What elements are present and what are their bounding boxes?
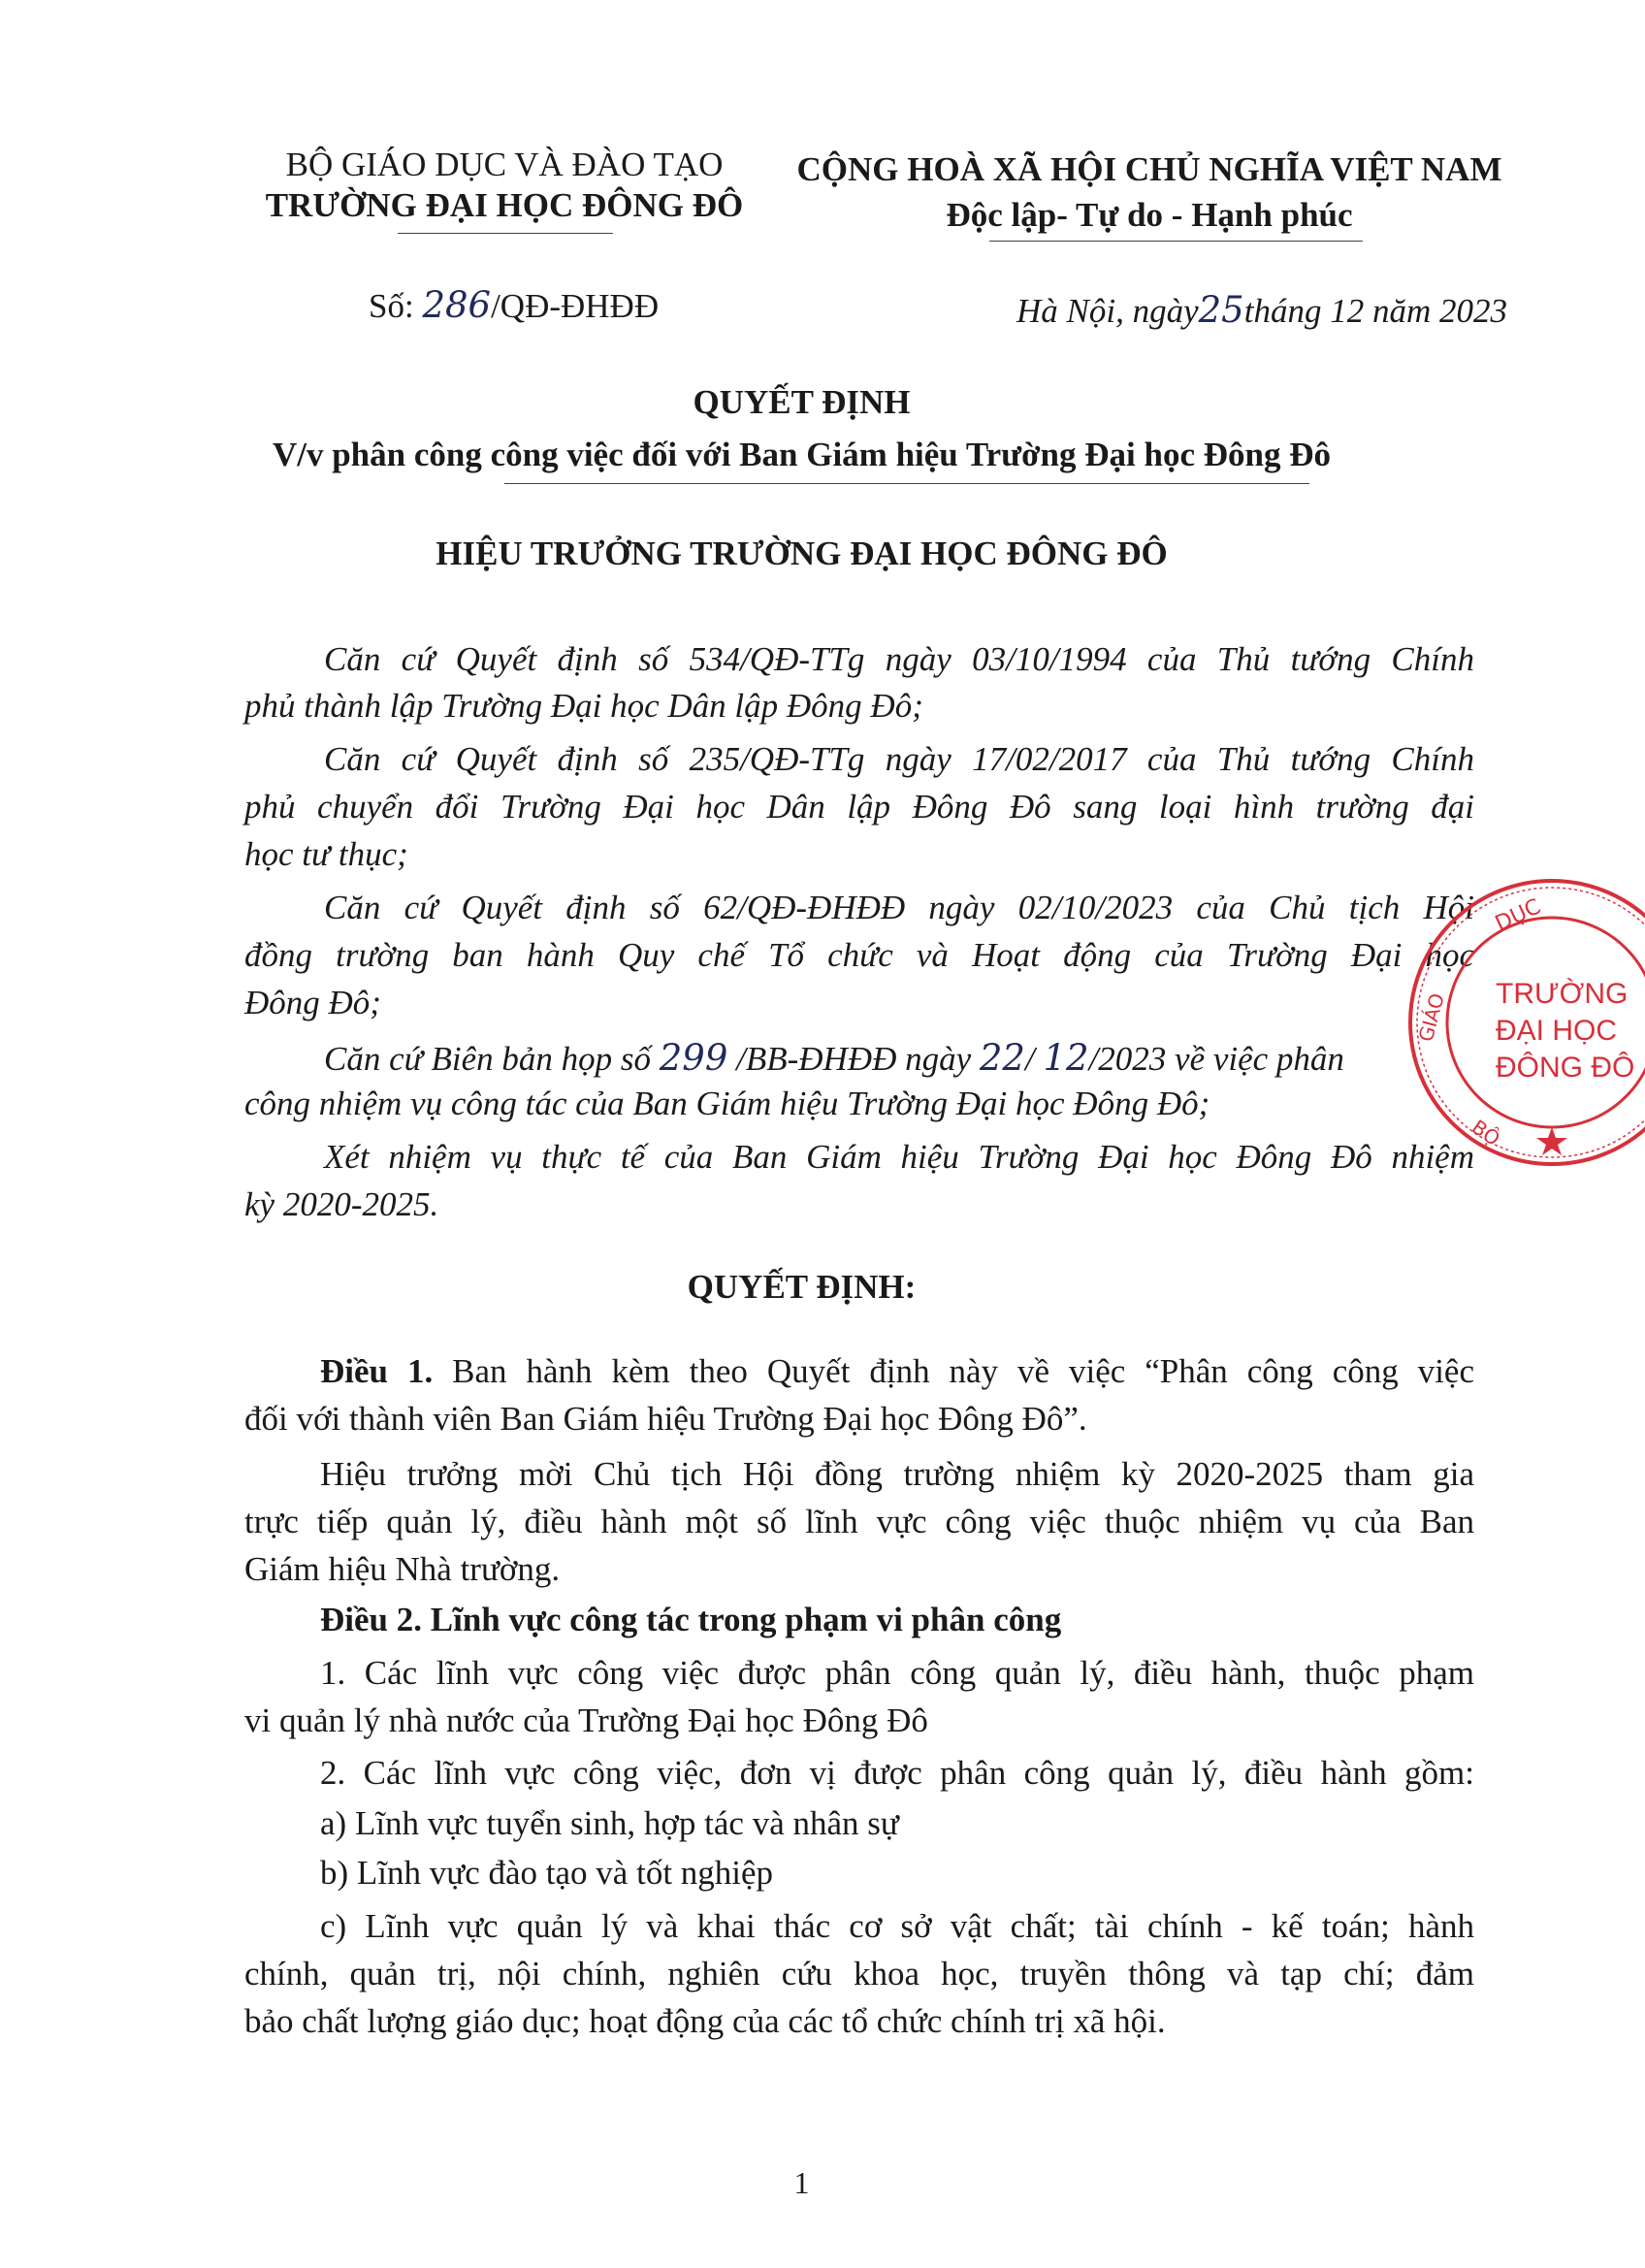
article-2-item-c-line-1: c) Lĩnh vực quản lý và khai thác cơ sở vật chất; tài chính - kế toán; hành — [320, 1907, 1474, 1945]
p4-month-handwritten: 12 — [1043, 1037, 1089, 1079]
p4-day-handwritten: 22 — [979, 1037, 1025, 1079]
preamble-2-line-1: Căn cứ Quyết định số 235/QĐ-TTg ngày 17/02/2017 của Thủ tướng Chính — [324, 740, 1474, 778]
seal-top-text: DỤC — [1491, 894, 1545, 937]
preamble-2-line-3: học tư thục; — [244, 835, 408, 873]
seal-bottom-text: BỘ — [1468, 1115, 1505, 1150]
school-seal-stamp — [1403, 873, 1645, 1172]
national-motto: Độc lập- Tự do - Hạnh phúc — [946, 196, 1353, 234]
article-1b-line-3: Giám hiệu Nhà trường. — [244, 1550, 561, 1588]
document-date — [1016, 289, 1507, 331]
preamble-5-line-1: Xét nhiệm vụ thực tế của Ban Giám hiệu Trường Đại học Đông Đô nhiệm — [324, 1138, 1474, 1176]
article-2-item-a: a) Lĩnh vực tuyển sinh, hợp tác và nhân sự — [320, 1804, 899, 1842]
number-handwritten: 286 — [422, 284, 492, 326]
date-suffix: tháng 12 năm 2023 — [1243, 292, 1507, 330]
school-underline — [398, 233, 613, 234]
article-1b-line-1: Hiệu trưởng mời Chủ tịch Hội đồng trường nhiệm kỳ 2020-2025 tham gia — [320, 1455, 1474, 1493]
article-2-item-1-line-1: 1. Các lĩnh vực công việc được phân công quản lý, điều hành, thuộc phạm — [320, 1654, 1474, 1692]
article-2-item-c-line-2: chính, quản trị, nội chính, nghiên cứu khoa học, truyền thông và tạp chí; đảm — [244, 1955, 1474, 1993]
subject-underline — [504, 483, 1309, 484]
seal-line-2: ĐẠI HỌC — [1496, 1015, 1618, 1047]
p4-text-a: Căn cứ Biên bản họp số — [324, 1040, 660, 1078]
seal-star-icon — [1536, 1127, 1567, 1155]
date-day-handwritten: 25 — [1198, 289, 1244, 331]
article-1b-line-2: trực tiếp quản lý, điều hành một số lĩnh vực công việc thuộc nhiệm vụ của Ban — [244, 1503, 1474, 1540]
seal-line-1: TRƯỜNG — [1496, 978, 1629, 1010]
p4-text-d: /2023 về việc phân — [1088, 1040, 1344, 1078]
article-2-item-b: b) Lĩnh vực đào tạo và tốt nghiệp — [320, 1854, 774, 1892]
page-number: 1 — [793, 2165, 810, 2200]
p4-number-handwritten: 299 — [659, 1037, 728, 1079]
preamble-2-line-2: phủ chuyển đổi Trường Đại học Dân lập Đông Đô sang loại hình trường đại — [244, 788, 1474, 826]
country-name: CỘNG HOÀ XÃ HỘI CHỦ NGHĨA VIỆT NAM — [796, 150, 1502, 188]
school-name: TRƯỜNG ĐẠI HỌC ĐÔNG ĐÔ — [265, 186, 744, 224]
article-1-text: Ban hành kèm theo Quyết định này về việc “Phân công công việc — [433, 1352, 1475, 1390]
p4-text-b: /BB-ĐHĐĐ ngày — [727, 1040, 980, 1078]
decision-heading: QUYẾT ĐỊNH: — [687, 1268, 917, 1306]
p4-text-c: / — [1024, 1040, 1044, 1078]
preamble-4-line-2: công nhiệm vụ công tác của Ban Giám hiệu Trường Đại học Đông Đô; — [244, 1085, 1210, 1122]
article-1-label: Điều 1. — [320, 1352, 434, 1390]
document-number — [369, 284, 659, 326]
preamble-4-line-1 — [324, 1037, 1344, 1079]
motto-underline — [989, 241, 1363, 242]
preamble-1-line-1: Căn cứ Quyết định số 534/QĐ-TTg ngày 03/10/1994 của Thủ tướng Chính — [324, 640, 1474, 678]
article-2-item-2: 2. Các lĩnh vực công việc, đơn vị được phân công quản lý, điều hành gồm: — [320, 1754, 1474, 1792]
date-prefix: Hà Nội, ngày — [1016, 292, 1199, 330]
article-2-item-1-line-2: vi quản lý nhà nước của Trường Đại học Đông Đô — [244, 1701, 928, 1739]
number-suffix: /QĐ-ĐHĐĐ — [491, 287, 660, 325]
article-2-item-c-line-3: bảo chất lượng giáo dục; hoạt động của các tổ chức chính trị xã hội. — [244, 2002, 1166, 2040]
preamble-5-line-2: kỳ 2020-2025. — [244, 1185, 439, 1223]
article-2-heading: Điều 2. Lĩnh vực công tác trong phạm vi phân công — [320, 1601, 1062, 1638]
seal-left-text: GIÁO — [1413, 990, 1449, 1045]
article-1-line-1 — [320, 1352, 1474, 1391]
authority-title: HIỆU TRƯỞNG TRƯỜNG ĐẠI HỌC ĐÔNG ĐÔ — [435, 535, 1168, 572]
preamble-3-line-2: đồng trường ban hành Quy chế Tổ chức và Hoạt động của Trường Đại học — [244, 936, 1474, 974]
number-prefix: Số: — [369, 287, 423, 325]
preamble-3-line-1: Căn cứ Quyết định số 62/QĐ-ĐHĐĐ ngày 02/10/2023 của Chủ tịch Hội — [324, 889, 1474, 926]
seal-line-3: ĐÔNG ĐÔ — [1496, 1052, 1635, 1084]
article-1-line-2: đối với thành viên Ban Giám hiệu Trường Đại học Đông Đô”. — [244, 1400, 1087, 1438]
ministry-name: BỘ GIÁO DỤC VÀ ĐÀO TẠO — [285, 146, 724, 183]
preamble-1-line-2: phủ thành lập Trường Đại học Dân lập Đông Đô; — [244, 687, 923, 725]
decision-title: QUYẾT ĐỊNH — [693, 383, 911, 421]
preamble-3-line-3: Đông Đô; — [244, 984, 381, 1021]
decision-subject: V/v phân công công việc đối với Ban Giám hiệu Trường Đại học Đông Đô — [272, 436, 1332, 473]
